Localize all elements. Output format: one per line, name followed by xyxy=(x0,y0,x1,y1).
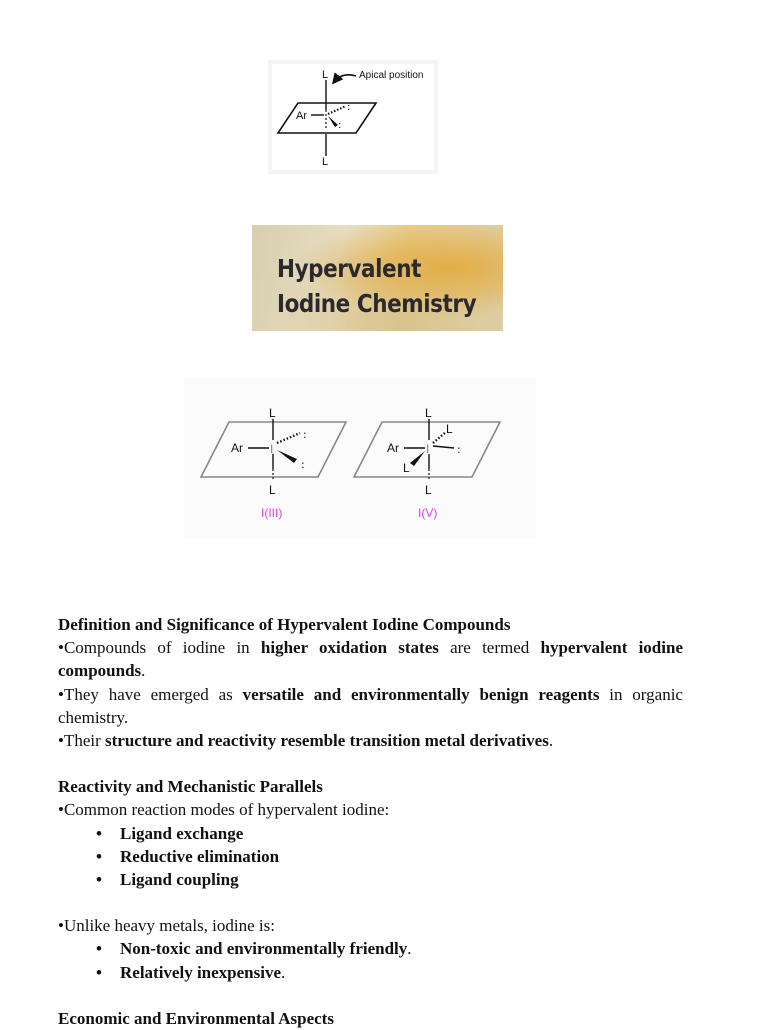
ligand-bottom-label: L xyxy=(322,156,329,168)
svg-text:I: I xyxy=(270,442,274,456)
text-run: . xyxy=(548,731,554,751)
bullet-oxidation-states xyxy=(58,636,683,682)
section-heading-economic: Economic and Environmental Aspects xyxy=(58,1008,334,1028)
hashed-bond xyxy=(328,106,346,114)
text-run: •Compounds of iodine in xyxy=(58,638,261,658)
apical-arrow xyxy=(334,75,356,82)
ligand-top-label: L xyxy=(322,69,329,81)
banner-line-1: Hypervalent xyxy=(277,254,421,283)
list-item xyxy=(58,822,683,845)
bullet-versatile-reagents xyxy=(58,683,683,729)
property-bold: Relatively inexpensive xyxy=(120,962,282,982)
text-run: •They have emerged as xyxy=(58,684,243,704)
geometry-svg xyxy=(184,377,536,539)
reaction-modes-intro: •Common reaction modes of hypervalent iodine: xyxy=(58,800,390,820)
ligand-bottom-right: L xyxy=(425,483,432,497)
iodine-iii-structure xyxy=(201,406,346,520)
text-run: in organic chemistry. xyxy=(58,684,683,727)
bold-run: structure and reactivity resemble transition metal derivatives xyxy=(105,731,549,751)
svg-text::: : xyxy=(301,458,305,471)
iodine-properties-intro: •Unlike heavy metals, iodine is: xyxy=(58,916,275,936)
text-run: . xyxy=(281,962,286,982)
label-iii: I(III) xyxy=(261,506,283,520)
text-run: are termed xyxy=(438,638,541,658)
svg-text::: : xyxy=(338,120,342,131)
list-item xyxy=(58,937,683,960)
svg-text::: : xyxy=(303,428,307,441)
iodine-properties-list xyxy=(58,937,683,983)
reaction-modes-list xyxy=(58,822,683,892)
aryl-label-left: Ar xyxy=(231,441,243,455)
bullet-structure-reactivity xyxy=(58,729,683,752)
text-run: . xyxy=(407,939,412,959)
apical-position-label: Apical position xyxy=(359,70,424,81)
iodine-v-structure xyxy=(354,406,500,520)
banner-line-2: Iodine Chemistry xyxy=(277,289,477,318)
iodine-geometry-figure xyxy=(184,377,536,539)
wedge-bond xyxy=(328,116,338,127)
apical-diagram-svg xyxy=(272,64,434,170)
list-item xyxy=(58,845,683,868)
bold-run: higher oxidation states xyxy=(260,638,439,658)
section-heading-reactivity: Reactivity and Mechanistic Parallels xyxy=(58,777,323,797)
svg-text:I: I xyxy=(426,442,430,456)
reaction-mode: Ligand coupling xyxy=(120,870,239,890)
ligand-top-right: L xyxy=(425,406,432,420)
text-run: . xyxy=(141,661,146,681)
bold-run: hypervalent iodine compounds xyxy=(58,638,683,681)
reaction-mode: Reductive elimination xyxy=(120,846,280,866)
list-item xyxy=(58,868,683,891)
reaction-mode: Ligand exchange xyxy=(120,823,244,843)
document-body xyxy=(58,613,683,1030)
aryl-label-right: Ar xyxy=(387,441,399,455)
label-v: I(V) xyxy=(418,506,438,520)
ligand-bottom-left: L xyxy=(269,483,276,497)
apical-position-figure xyxy=(268,60,438,174)
list-item xyxy=(58,961,683,984)
aryl-label: Ar xyxy=(296,110,307,122)
svg-text::: : xyxy=(347,102,351,113)
bold-run: versatile and environmentally benign reagents xyxy=(242,684,600,704)
equatorial-plane xyxy=(278,103,376,133)
section-heading-definition: Definition and Significance of Hypervalent Iodine Compounds xyxy=(58,615,511,634)
svg-text::: : xyxy=(457,443,461,456)
title-banner xyxy=(252,225,503,331)
property-bold: Non-toxic and environmentally friendly xyxy=(120,939,408,959)
ligand-eq-1-right: L xyxy=(446,422,453,436)
ligand-eq-2-right: L xyxy=(403,461,410,475)
ligand-top-left: L xyxy=(269,406,276,420)
text-run: •Their xyxy=(58,731,106,751)
